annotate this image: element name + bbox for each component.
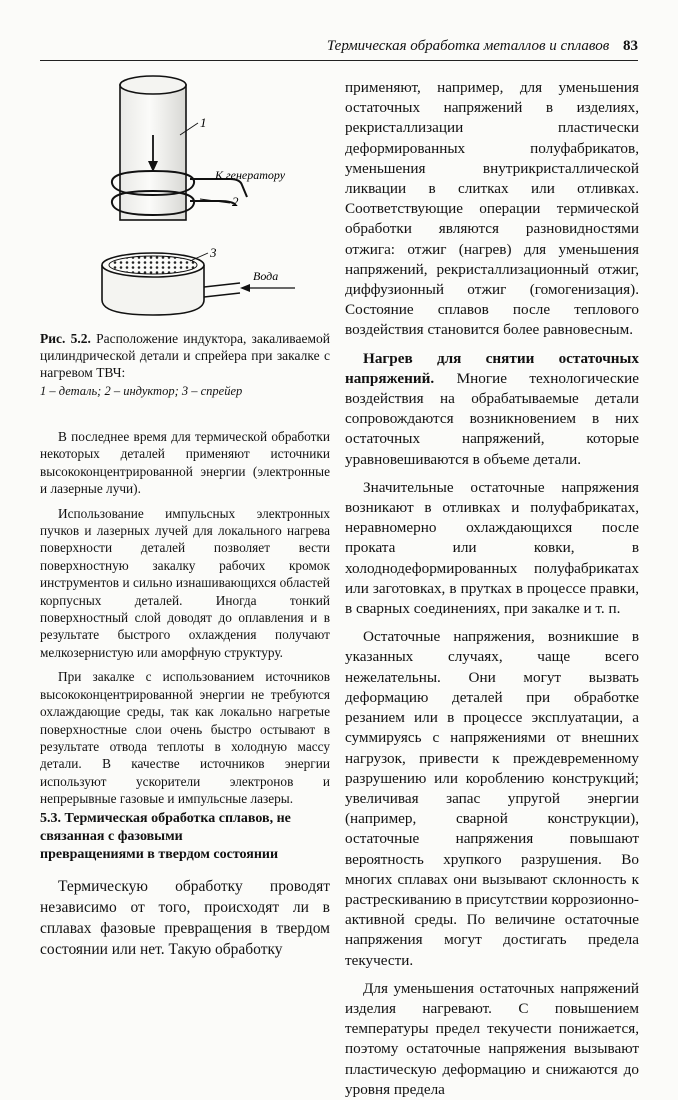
label-2: 2 [232,194,239,209]
label-to-generator: К генератору [215,168,286,182]
right-paragraph-3: Остаточные напряжения, возникшие в указанных случаях, чаще всего нежелательны. Они могут вызвать деформацию деталей при обработке резанием или в процессе эксплуатации, а суммируясь с напряжениями от внешних нагрузок, привести к преждевременному разрушению или короблению конструкций; увеличивая запас упругой энергии (например, сварной конструкции), остаточные напряжения повышают вероятность хрупкого разрушения. Во многих сплавах они вызывают склонность к растрескиванию в присутствии коррозионно-активной среды. По величине остаточные напряжения могут достигать предела текучести. [345,628,639,969]
cylinder-part [120,76,186,220]
left-paragraph-2: Использование импульсных электронных пучков и лазерных лучей для локального нагрева поверхности деталей позволяет вести поверхностную закалку рабочих кромок инструментов и сильно изнашивающихся областей корпусных деталей. Иногда тонкий поверхностный слой доводят до оплавления и в результате быстрого охлаждения получают мелкозернистую или аморфную структуру. [40,505,330,660]
label-3: 3 [210,245,217,260]
left-paragraph-1: В последнее время для термической обработки некоторых деталей применяют источники высококонцентрированной энергии (электронные и лазерные лучи). [40,429,330,497]
figure-inductor [40,75,330,325]
section-heading-line-1: 5.3. Термическая обработка сплавов, не связанная с фазовыми [40,811,291,844]
section-paragraph: Термическую обработку проводят независимо от того, происходят ли в сплавах фазовые превращения в твердом состоянии или нет. Такую обработку [40,878,330,958]
paragraph-lead-heading: Нагрев для снятии остаточных напряжений. [345,349,639,387]
caption-label: Рис. 5.2. [40,331,91,346]
right-paragraph-0: применяют, например, для уменьшения остаточных напряжений в изделиях, рекристаллизации пластически деформированных полуфабрикатов, уменьшения внутрикристаллической ликвации в слитках или отливках. Соответствующие операции термической обработки являются разновидностями отжига: отжиг (нагрев) для уменьшения напряжений, рекристаллизационный отжиг, диффузионный отжиг (гомогенизация). Состояние сплавов после теплового воздействия становится более равновесным. [345,79,639,339]
running-header [40,38,638,61]
left-column [40,428,330,808]
right-paragraph-4: Для уменьшения остаточных напряжений изделия нагревают. С повышением температуры предел текучести понижается, поэтому остаточные напряжения вызывают пластическую деформацию и снижаются до уровня предела [345,979,639,1098]
right-paragraph-2: Значительные остаточные напряжения возникают в отливках и полуфабрикатах, неравномерно охлаждающихся после проката или ковки, в холоднодеформированных полуфабрикатах или заготовках, в прутках в процессе правки, в сварных соединениях, при закалке и т. п. [345,478,639,618]
page-number: 83 [623,38,638,54]
caption-legend: 1 – деталь; 2 – индуктор; 3 – спрейер [40,384,243,398]
right-column [345,78,639,1100]
figure-caption [40,330,330,400]
section-heading [40,810,330,864]
caption-text: Расположение индуктора, закаливаемой цилиндрической детали и спрейера при закалке с нагревом ТВЧ: [40,331,331,380]
running-title: Термическая обработка металлов и сплавов [326,38,610,54]
label-1: 1 [200,115,207,130]
sprayer [102,253,240,315]
label-water: Вода [253,269,279,283]
section-heading-line-2: превращениями в твердом состоянии [40,847,279,862]
inductor-diagram [40,75,330,325]
water-arrowhead [240,284,250,292]
right-paragraph-1 [345,349,639,470]
right-paragraph-1-text: Многие технологические воздействия на обрабатываемые детали сопровождаются возникновением в них остаточных напряжений, которые уравновешиваются в объеме детали. [345,369,639,468]
left-paragraph-3: При закалке с использованием источников высококонцентрированной энергии не требуются охлаждающие среды, так как локально нагретые поверхностные слои очень быстро остывают в результате отвода теплоты в холодную массу детали. В качестве источников энергии используют ускорители электронов и непрерывные газовые и импульсные лазеры. [40,669,330,807]
